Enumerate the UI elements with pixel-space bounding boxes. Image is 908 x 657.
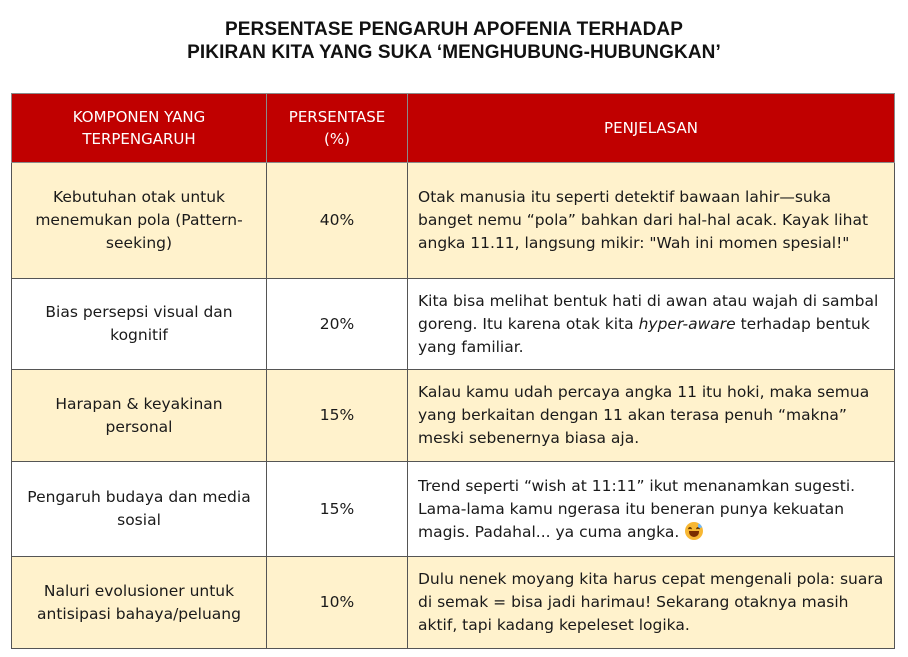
table-row [12,279,895,370]
cell-explanation: Kalau kamu udah percaya angka 11 itu hoki, maka semua yang berkaitan dengan 11 akan terasa penuh “makna” meski sebenernya biasa aja. [408,370,895,462]
cell-component: Naluri evolusioner untuk antisipasi bahaya/peluang [12,557,267,649]
header-percent-line1: PERSENTASE [288,108,386,126]
table-row [12,163,895,279]
header-explanation [408,94,895,163]
page-title [0,18,908,64]
cell-percent: 15% [267,462,408,557]
cell-explanation [408,462,895,557]
header-component [12,94,267,163]
header-percent-line2: (%) [324,130,350,148]
title-line-1: PERSENTASE PENGARUH APOFENIA TERHADAP [225,19,683,40]
cell-explanation: Dulu nenek moyang kita harus cepat mengenali pola: suara di semak = bisa jadi harimau! Sekarang otaknya masih aktif, tapi kadang kepeleset logika. [408,557,895,649]
apophenia-table [11,93,895,649]
cell-component: Bias persepsi visual dan kognitif [12,279,267,370]
explanation-text: Trend seperti “wish at 11:11” ikut menanamkan sugesti. Lama-lama kamu ngerasa itu beneran punya kekuatan magis. Padahal... ya cuma angka. [418,476,856,541]
table-row [12,462,895,557]
cell-explanation: Otak manusia itu seperti detektif bawaan lahir—suka banget nemu “pola” bahkan dari hal-hal acak. Kayak lihat angka 11.11, langsung mikir: "Wah ini momen spesial!" [408,163,895,279]
explanation-text-after: terhadap bentuk yang familiar. [418,314,870,356]
cell-component: Pengaruh budaya dan media sosial [12,462,267,557]
cell-explanation [408,279,895,370]
cell-percent: 10% [267,557,408,649]
explanation-emphasis: hyper-aware [638,314,736,333]
header-percent [267,94,408,163]
header-component-line2: TERPENGARUH [82,130,196,148]
title-line-2: PIKIRAN KITA YANG SUKA ‘MENGHUBUNG-HUBUNGKAN’ [187,42,721,63]
explanation-text-before: Kita bisa melihat bentuk hati di awan atau wajah di sambal goreng. Itu karena otak kita [418,291,879,333]
table-row [12,557,895,649]
header-explanation-label: PENJELASAN [604,119,698,137]
cell-percent: 40% [267,163,408,279]
cell-component: Kebutuhan otak untuk menemukan pola (Pattern-seeking) [12,163,267,279]
grinning-sweat-emoji-icon [685,522,703,540]
table-header-row [12,94,895,163]
cell-component: Harapan & keyakinan personal [12,370,267,462]
header-component-line1: KOMPONEN YANG [72,108,206,126]
cell-percent: 15% [267,370,408,462]
cell-percent: 20% [267,279,408,370]
table-row [12,370,895,462]
